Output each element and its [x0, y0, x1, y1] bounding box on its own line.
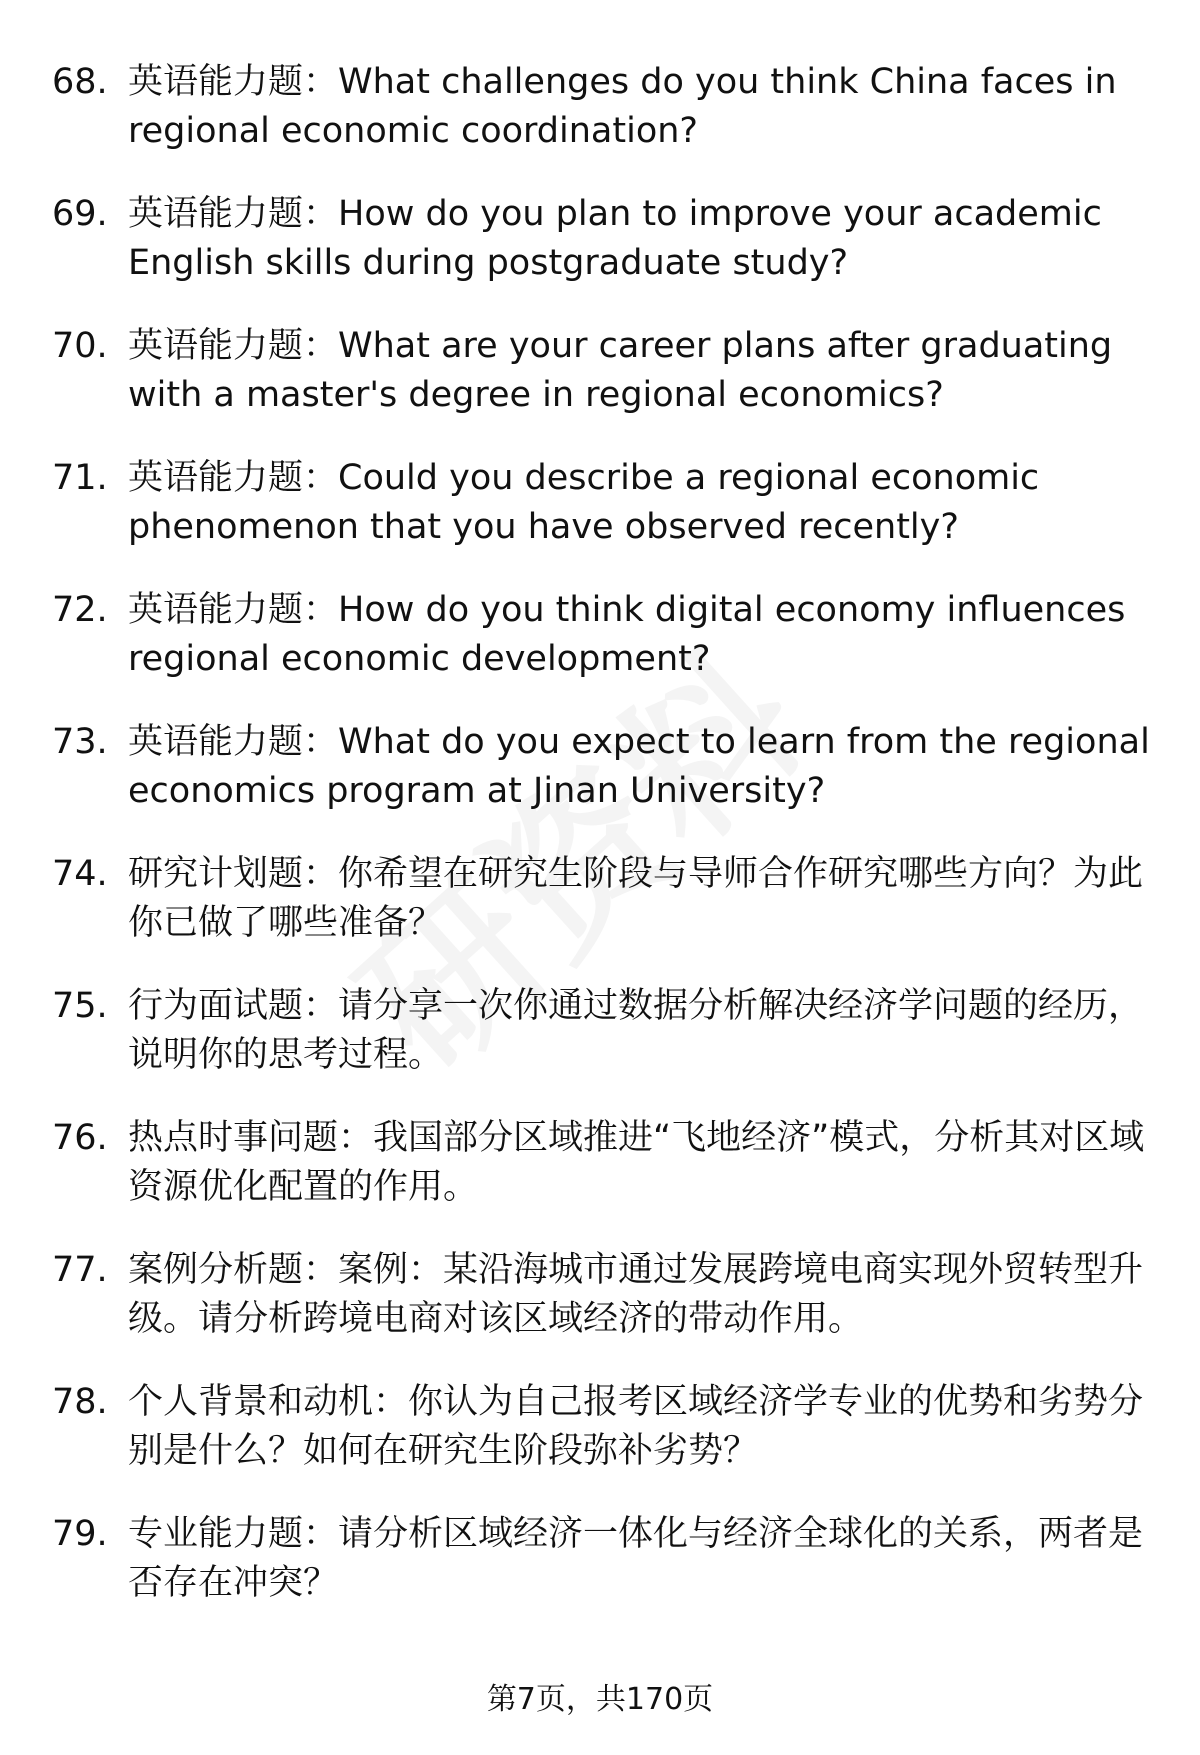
- question-text: 英语能力题：Could you describe a regional economic phenomenon that you have observed recently?: [128, 458, 1040, 547]
- question-item: [52, 586, 1162, 684]
- question-item: [52, 718, 1162, 816]
- question-text: 英语能力题：What are your career plans after graduating with a master's degree in regional economics?: [128, 326, 1113, 415]
- question-item: [52, 322, 1162, 420]
- question-number: 68.: [52, 62, 108, 102]
- question-item: [52, 190, 1162, 288]
- question-number: 70.: [52, 326, 108, 366]
- question-number: 73.: [52, 722, 108, 762]
- question-text: 个人背景和动机：你认为自己报考区域经济学专业的优势和劣势分别是什么？如何在研究生阶段弥补劣势？: [128, 1382, 1144, 1471]
- question-item: [52, 454, 1162, 552]
- question-number: 69.: [52, 194, 108, 234]
- question-number: 75.: [52, 986, 108, 1026]
- question-item: [52, 850, 1162, 948]
- question-text: 专业能力题：请分析区域经济一体化与经济全球化的关系，两者是否存在冲突？: [128, 1514, 1144, 1603]
- question-text: 案例分析题：案例：某沿海城市通过发展跨境电商实现外贸转型升级。请分析跨境电商对该区域经济的带动作用。: [128, 1250, 1144, 1339]
- question-item: [52, 1378, 1162, 1476]
- question-number: 79.: [52, 1514, 108, 1554]
- question-list: [52, 58, 1162, 1642]
- question-text: 热点时事问题：我国部分区域推进“飞地经济”模式，分析其对区域资源优化配置的作用。: [128, 1118, 1145, 1207]
- question-number: 71.: [52, 458, 108, 498]
- question-item: [52, 982, 1162, 1080]
- question-number: 74.: [52, 854, 108, 894]
- question-item: [52, 1510, 1162, 1608]
- question-number: 78.: [52, 1382, 108, 1422]
- question-item: [52, 1114, 1162, 1212]
- question-text: 英语能力题：What do you expect to learn from the regional economics program at Jinan University?: [128, 722, 1150, 811]
- question-number: 77.: [52, 1250, 108, 1290]
- question-number: 72.: [52, 590, 108, 630]
- question-number: 76.: [52, 1118, 108, 1158]
- question-text: 行为面试题：请分享一次你通过数据分析解决经济学问题的经历，说明你的思考过程。: [128, 986, 1144, 1075]
- question-item: [52, 58, 1162, 156]
- question-item: [52, 1246, 1162, 1344]
- question-text: 研究计划题：你希望在研究生阶段与导师合作研究哪些方向？为此你已做了哪些准备？: [128, 854, 1144, 943]
- question-text: 英语能力题：What challenges do you think China faces in regional economic coordination?: [128, 62, 1117, 151]
- question-text: 英语能力题：How do you think digital economy influences regional economic development?: [128, 590, 1126, 679]
- page-footer: 第7页，共170页: [486, 1682, 714, 1717]
- question-text: 英语能力题：How do you plan to improve your academic English skills during postgraduate study?: [128, 194, 1102, 283]
